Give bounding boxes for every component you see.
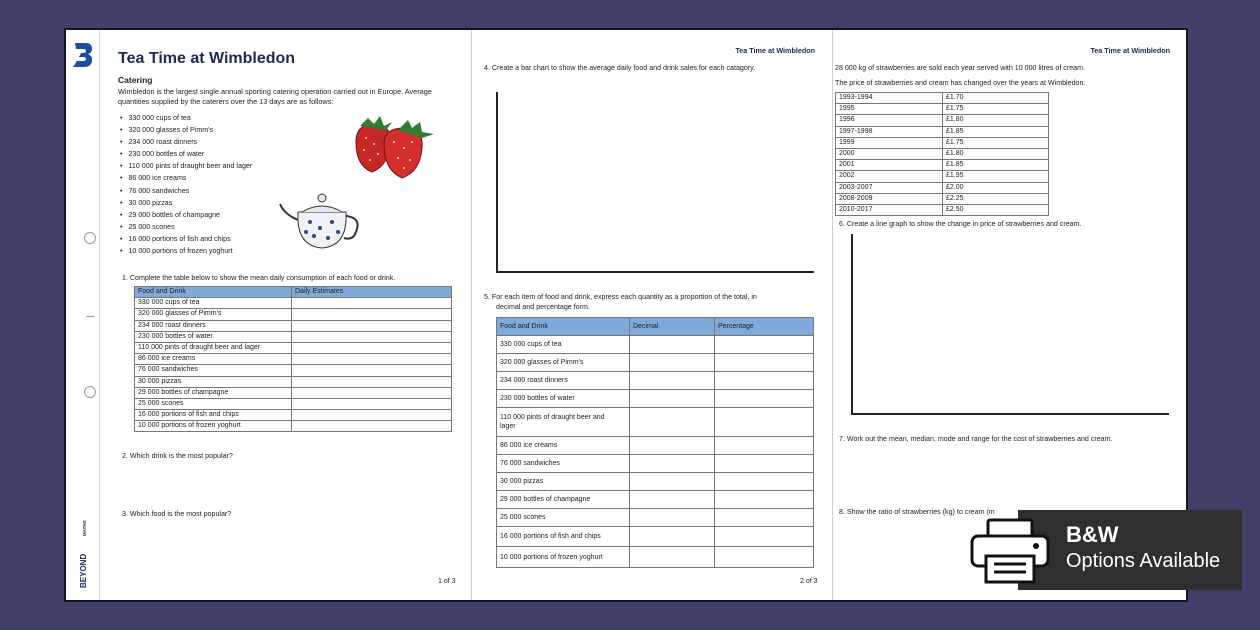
answer-cell[interactable]	[715, 390, 814, 408]
table-cell: 30 000 pizzas	[497, 473, 630, 491]
table-cell: 16 000 portions of fish and chips	[497, 527, 630, 547]
year-cell: 2003-2007	[836, 182, 943, 193]
answer-cell[interactable]	[630, 354, 715, 372]
price-cell: £1.80	[943, 148, 1049, 159]
badge-subtitle: Options Available	[1066, 550, 1221, 572]
table-row	[497, 354, 814, 372]
question-5-continued: decimal and percentage form.	[496, 303, 590, 311]
cell-line: lager	[500, 423, 516, 430]
table-row	[497, 455, 814, 473]
teapot-illustration	[276, 186, 368, 252]
answer-cell[interactable]	[630, 491, 715, 509]
answer-cell[interactable]	[292, 376, 452, 387]
page-number: 2 of 3	[800, 578, 818, 585]
table-row	[497, 473, 814, 491]
badge-title: B&W	[1066, 522, 1119, 547]
table-cell: 25 000 scones	[497, 509, 630, 527]
table-row	[836, 104, 1049, 115]
binder-hole	[84, 232, 96, 244]
answer-cell[interactable]	[630, 473, 715, 491]
table-row	[836, 193, 1049, 204]
table-cell: 29 000 bottles of champagne	[497, 491, 630, 509]
answer-cell[interactable]	[292, 298, 452, 309]
table-cell: 234 000 roast dinners	[497, 372, 630, 390]
page-2	[471, 30, 831, 600]
table-row	[135, 309, 452, 320]
table-header: Food and Drink	[497, 318, 630, 336]
question-2: 2. Which drink is the most popular?	[122, 452, 233, 460]
year-cell: 1997-1998	[836, 126, 943, 137]
year-cell: 2002	[836, 171, 943, 182]
table-cell: 230 000 bottles of water	[135, 331, 292, 342]
price-cell: £2.00	[943, 182, 1049, 193]
table-row	[135, 365, 452, 376]
table-cell: 76 000 sandwiches	[135, 365, 292, 376]
table-cell: 234 000 roast dinners	[135, 320, 292, 331]
answer-cell[interactable]	[630, 372, 715, 390]
brand-wordmark	[75, 510, 91, 590]
question-7: 7. Work out the mean, median, mode and range for the cost of strawberries and cream.	[839, 435, 1113, 443]
proportion-table	[496, 317, 814, 568]
price-cell: £1.80	[943, 115, 1049, 126]
table-cell: 110 000 pints of draught beer and lager	[135, 342, 292, 353]
page-1	[66, 30, 470, 600]
table-header-row	[135, 287, 452, 298]
table-row	[836, 115, 1049, 126]
table-header: Daily Estimates	[292, 287, 452, 298]
answer-cell[interactable]	[292, 354, 452, 365]
table-row	[497, 509, 814, 527]
list-item: • 76 000 sandwiches	[120, 185, 252, 197]
answer-cell[interactable]	[630, 547, 715, 568]
table-row	[836, 182, 1049, 193]
question-3: 3. Which food is the most popular?	[122, 510, 232, 518]
table-row	[497, 491, 814, 509]
supply-list	[120, 112, 252, 257]
intro-text: Wimbledon is the largest single annual sporting catering operation carried out in Europe. Average quantities supplied by the caterers over the 13 days are as follows:	[118, 87, 432, 106]
brand-name: BEYOND	[79, 553, 88, 588]
answer-cell[interactable]	[630, 408, 715, 437]
brand-sidebar	[66, 30, 100, 600]
table-cell: 86 000 ice creams	[135, 354, 292, 365]
list-item: • 25 000 scones	[120, 221, 252, 233]
list-item: • 86 000 ice creams	[120, 172, 252, 184]
table-row	[135, 376, 452, 387]
table-row	[135, 331, 452, 342]
table-cell: 29 000 bottles of champagne	[135, 387, 292, 398]
price-cell: £1.85	[943, 126, 1049, 137]
answer-cell[interactable]	[715, 354, 814, 372]
price-cell: £2.50	[943, 204, 1049, 215]
table-cell: 30 000 pizzas	[135, 376, 292, 387]
list-item: • 29 000 bottles of champagne	[120, 209, 252, 221]
bar-chart-y-axis	[496, 92, 498, 272]
list-item: • 230 000 bottles of water	[120, 148, 252, 160]
table-row	[497, 437, 814, 455]
fold-mark	[86, 316, 94, 317]
table-cell: 10 000 portions of frozen yoghurt	[497, 547, 630, 568]
line-graph-x-axis	[851, 413, 1169, 415]
question-8: 8. Show the ratio of strawberries (kg) to cream (m	[839, 508, 995, 516]
year-cell: 2008-2009	[836, 193, 943, 204]
question-6: 6. Create a line graph to show the change in price of strawberries and cream.	[839, 220, 1082, 228]
printer-icon	[966, 518, 1054, 584]
answer-cell[interactable]	[715, 437, 814, 455]
question-4: 4. Create a bar chart to show the average daily food and drink sales for each catagory.	[484, 64, 756, 72]
answer-cell[interactable]	[715, 455, 814, 473]
answer-cell[interactable]	[630, 336, 715, 354]
answer-cell[interactable]	[630, 437, 715, 455]
answer-cell[interactable]	[715, 547, 814, 568]
answer-cell[interactable]	[292, 320, 452, 331]
table-cell: 330 000 cups of tea	[497, 336, 630, 354]
answer-cell[interactable]	[630, 527, 715, 547]
price-cell: £2.25	[943, 193, 1049, 204]
year-cell: 2010-2017	[836, 204, 943, 215]
year-cell: 1999	[836, 137, 943, 148]
table-row	[836, 171, 1049, 182]
table-header: Percentage	[715, 318, 814, 336]
answer-cell[interactable]	[715, 372, 814, 390]
answer-cell[interactable]	[292, 309, 452, 320]
beyond-logo-icon	[72, 42, 94, 68]
year-cell: 1993-1994	[836, 93, 943, 104]
price-table	[835, 92, 1049, 216]
table-row	[135, 298, 452, 309]
table-row	[497, 390, 814, 408]
list-item: • 30 000 pizzas	[120, 197, 252, 209]
answer-cell[interactable]	[630, 390, 715, 408]
table-row	[497, 408, 814, 437]
answer-cell[interactable]	[715, 336, 814, 354]
answer-cell[interactable]	[292, 365, 452, 376]
table-row	[836, 148, 1049, 159]
answer-cell[interactable]	[715, 527, 814, 547]
bar-chart-x-axis	[496, 271, 814, 273]
table-row	[135, 342, 452, 353]
page-title: Tea Time at Wimbledon	[118, 50, 296, 67]
table-row	[836, 126, 1049, 137]
page-number: 1 of 3	[438, 578, 456, 585]
list-item: • 10 000 portions of frozen yoghurt	[120, 245, 252, 257]
answer-cell[interactable]	[715, 408, 814, 437]
page-header: Tea Time at Wimbledon	[1090, 46, 1170, 55]
table-cell: 76 000 sandwiches	[497, 455, 630, 473]
table-row	[497, 372, 814, 390]
price-cell: £1.95	[943, 171, 1049, 182]
table-cell: 320 000 glasses of Pimm's	[497, 354, 630, 372]
list-item: • 110 000 pints of draught beer and lager	[120, 160, 252, 172]
line-graph-y-axis	[851, 234, 853, 414]
binder-hole	[84, 386, 96, 398]
price-cell: £1.75	[943, 137, 1049, 148]
answer-cell[interactable]	[292, 331, 452, 342]
table-row	[497, 336, 814, 354]
list-item: • 16 000 portions of fish and chips	[120, 233, 252, 245]
year-cell: 2001	[836, 160, 943, 171]
cell-line: 110 000 pints of draught beer and	[500, 414, 605, 421]
table-row	[135, 387, 452, 398]
list-item: • 330 000 cups of tea	[120, 112, 252, 124]
question-1: 1. Complete the table below to show the mean daily consumption of each food or drink.	[122, 274, 396, 282]
table-row	[135, 320, 452, 331]
table-cell: 10 000 portions of frozen yoghurt	[135, 421, 292, 432]
table-row	[135, 410, 452, 421]
table-row	[135, 398, 452, 409]
year-cell: 1996	[836, 115, 943, 126]
table-cell: 320 000 glasses of Pimm's	[135, 309, 292, 320]
answer-cell[interactable]	[292, 387, 452, 398]
answer-cell[interactable]	[292, 421, 452, 432]
answer-cell[interactable]	[292, 342, 452, 353]
table-row	[836, 204, 1049, 215]
table-header: Food and Drink	[135, 287, 292, 298]
year-cell: 1995	[836, 104, 943, 115]
table-row	[497, 527, 814, 547]
list-item: • 320 000 glasses of Pimm's	[120, 124, 252, 136]
table-row	[135, 421, 452, 432]
table-row	[497, 547, 814, 568]
price-cell: £1.85	[943, 160, 1049, 171]
table-cell: 230 000 bottles of water	[497, 390, 630, 408]
intro-text: 28 000 kg of strawberries are sold each year served with 10 000 litres of cream.	[835, 64, 1085, 72]
strawberries-illustration	[348, 114, 448, 184]
section-heading: Catering	[118, 75, 153, 85]
price-cell: £1.70	[943, 93, 1049, 104]
table-row	[836, 160, 1049, 171]
answer-cell[interactable]	[630, 455, 715, 473]
table-cell: 330 000 cups of tea	[135, 298, 292, 309]
answer-cell[interactable]	[715, 491, 814, 509]
intro-text: The price of strawberries and cream has changed over the years at Wimbledon.	[835, 79, 1086, 87]
answer-cell[interactable]	[292, 398, 452, 409]
brand-maths: MATHS	[82, 520, 87, 536]
list-item: • 234 000 roast dinners	[120, 136, 252, 148]
question-5: 5. For each item of food and drink, express each quantity as a proportion of the total, in	[484, 293, 757, 301]
table-header: Decimal	[630, 318, 715, 336]
answer-cell[interactable]	[630, 509, 715, 527]
table-row	[135, 354, 452, 365]
table-cell: 86 000 ice creams	[497, 437, 630, 455]
page-header: Tea Time at Wimbledon	[735, 46, 815, 55]
table-cell: 25 000 scones	[135, 398, 292, 409]
answer-cell[interactable]	[715, 509, 814, 527]
daily-estimates-table	[134, 286, 452, 432]
table-cell: 16 000 portions of fish and chips	[135, 410, 292, 421]
answer-cell[interactable]	[715, 473, 814, 491]
table-row	[836, 137, 1049, 148]
year-cell: 2000	[836, 148, 943, 159]
table-header-row	[497, 318, 814, 336]
table-row	[836, 93, 1049, 104]
price-cell: £1.75	[943, 104, 1049, 115]
table-cell	[497, 408, 630, 437]
answer-cell[interactable]	[292, 410, 452, 421]
